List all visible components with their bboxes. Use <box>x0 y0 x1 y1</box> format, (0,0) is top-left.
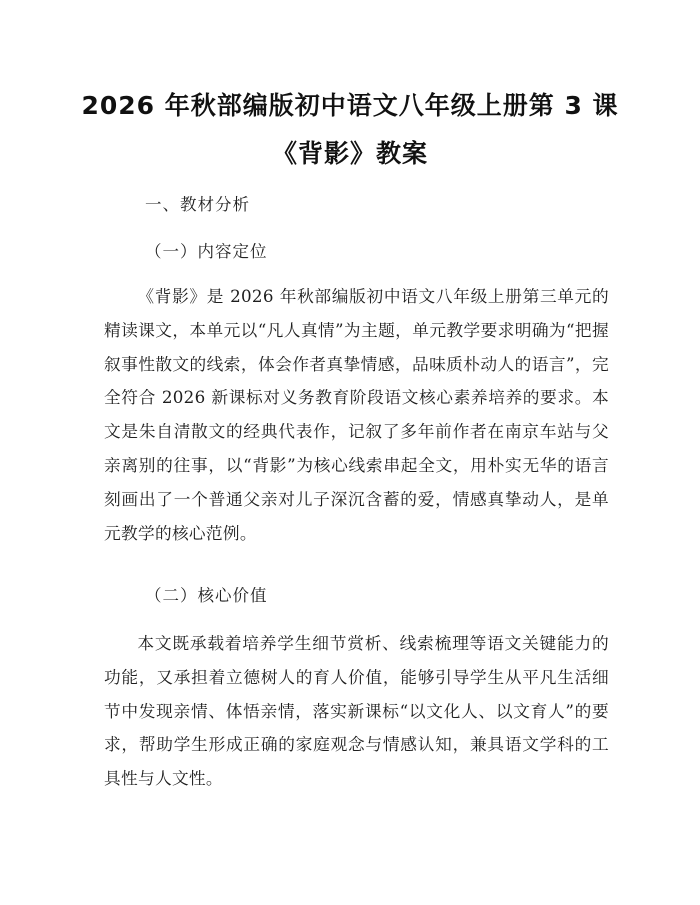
paragraph-content-positioning: 《背影》是 2026 年秋部编版初中语文八年级上册第三单元的精读课文，本单元以“凡人真情”为主题，单元教学要求明确为“把握叙事性散文的线索，体会作者真挚情感，品味质朴动人的语言”，完全符合 2026 新课标对义务教育阶段语文核心素养培养的要求。本文是朱自清散文的经典代表作，记叙了多年前作者在南京车站与父亲离别的往事，以“背影”为核心线索串起全文，用朴实无华的语言刻画出了一个普通父亲对儿子深沉含蓄的爱，情感真挚动人，是单元教学的核心范例。 <box>104 286 609 543</box>
document-title-line-2: 《背影》教案 <box>271 139 428 168</box>
document-title-line-1: 2026 年秋部编版初中语文八年级上册第 3 课 <box>81 91 619 120</box>
subsection-heading-core-value: （二）核心价值 <box>145 586 268 605</box>
section-heading-textbook-analysis: 一、教材分析 <box>145 195 250 214</box>
subsection-heading-content-positioning: （一）内容定位 <box>145 242 268 261</box>
paragraph-core-value: 本文既承载着培养学生细节赏析、线索梳理等语文关键能力的功能，又承担着立德树人的育人价值，能够引导学生从平凡生活细节中发现亲情、体悟亲情，落实新课标“以文化人、以文育人”的要求，帮助学生形成正确的家庭观念与情感认知，兼具语文学科的工具性与人文性。 <box>104 633 609 789</box>
